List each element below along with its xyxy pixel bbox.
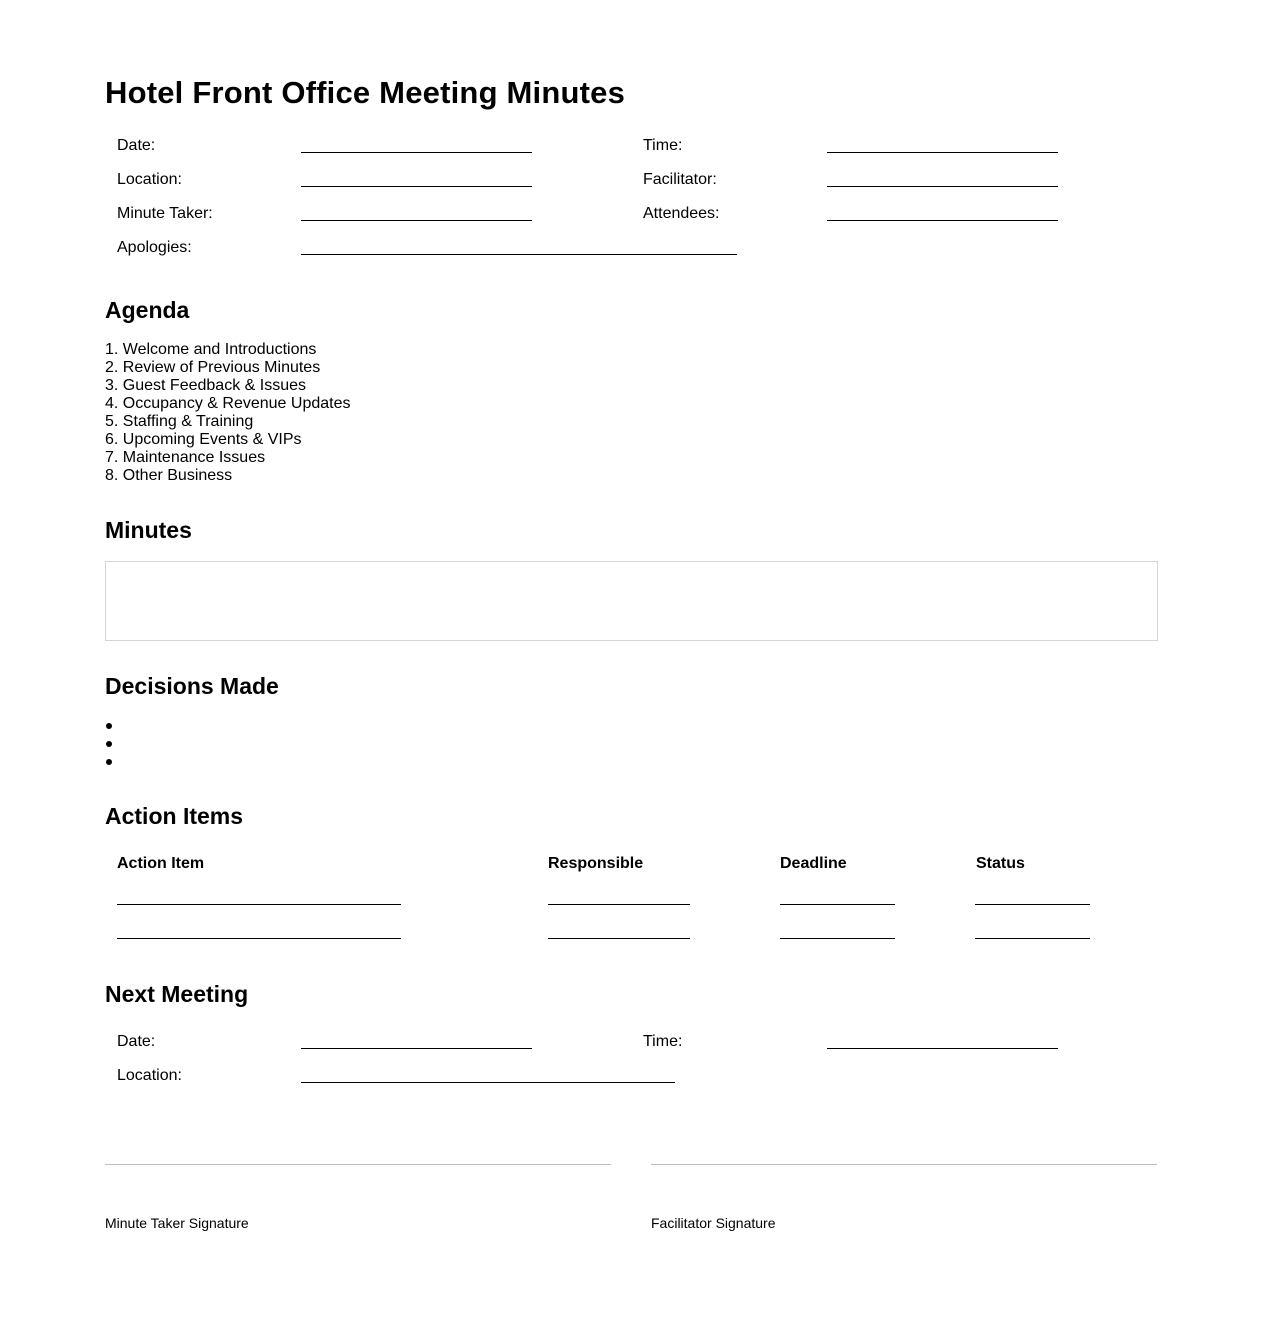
date-label: Date: [117, 137, 156, 154]
next-location-field[interactable] [301, 1082, 675, 1083]
agenda-item: 4. Occupancy & Revenue Updates [105, 395, 351, 412]
decision-bullet [106, 759, 112, 765]
next-date-field[interactable] [301, 1048, 532, 1049]
time-field[interactable] [827, 152, 1058, 153]
next-time-field[interactable] [827, 1048, 1058, 1049]
location-label: Location: [117, 171, 182, 188]
facilitator-field[interactable] [827, 186, 1058, 187]
responsible-field[interactable] [548, 938, 690, 939]
column-header-responsible: Responsible [548, 855, 644, 872]
minutes-heading: Minutes [105, 517, 192, 543]
deadline-field[interactable] [780, 904, 895, 905]
facilitator-label: Facilitator: [643, 171, 717, 188]
next-time-label: Time: [643, 1033, 683, 1050]
decisions-heading: Decisions Made [105, 673, 279, 699]
responsible-field[interactable] [548, 904, 690, 905]
agenda-heading: Agenda [105, 297, 190, 323]
agenda-list [105, 341, 350, 485]
action-items-heading: Action Items [105, 803, 244, 829]
date-field[interactable] [301, 152, 532, 153]
deadline-field[interactable] [780, 938, 895, 939]
agenda-item: 2. Review of Previous Minutes [105, 359, 321, 376]
facilitator-signature-line[interactable] [651, 1164, 1157, 1165]
column-header-status: Status [976, 855, 1025, 872]
action-item-field[interactable] [117, 904, 401, 905]
attendees-label: Attendees: [643, 205, 720, 222]
apologies-label: Apologies: [117, 239, 192, 256]
agenda-item: 7. Maintenance Issues [105, 449, 266, 466]
status-field[interactable] [975, 904, 1090, 905]
column-header-deadline: Deadline [780, 855, 847, 872]
status-field[interactable] [975, 938, 1090, 939]
action-item-field[interactable] [117, 938, 401, 939]
column-header-action-item: Action Item [117, 855, 205, 872]
time-label: Time: [643, 137, 683, 154]
agenda-item: 1. Welcome and Introductions [105, 341, 317, 358]
agenda-item: 8. Other Business [105, 467, 233, 484]
facilitator-signature-label: Facilitator Signature [651, 1215, 776, 1231]
minute-taker-signature-line[interactable] [105, 1164, 611, 1165]
agenda-item: 6. Upcoming Events & VIPs [105, 431, 302, 448]
decision-bullet [106, 741, 112, 747]
next-meeting-heading: Next Meeting [105, 981, 249, 1007]
minute-taker-label: Minute Taker: [117, 205, 213, 222]
page-title: Hotel Front Office Meeting Minutes [105, 75, 626, 110]
location-field[interactable] [301, 186, 532, 187]
minutes-text-area[interactable] [105, 561, 1158, 641]
minute-taker-signature-label: Minute Taker Signature [105, 1215, 249, 1231]
next-date-label: Date: [117, 1033, 156, 1050]
decision-bullet [106, 723, 112, 729]
next-location-label: Location: [117, 1067, 182, 1084]
attendees-field[interactable] [827, 220, 1058, 221]
minute-taker-field[interactable] [301, 220, 532, 221]
agenda-item: 5. Staffing & Training [105, 413, 254, 430]
agenda-item: 3. Guest Feedback & Issues [105, 377, 306, 394]
apologies-field[interactable] [301, 254, 737, 255]
